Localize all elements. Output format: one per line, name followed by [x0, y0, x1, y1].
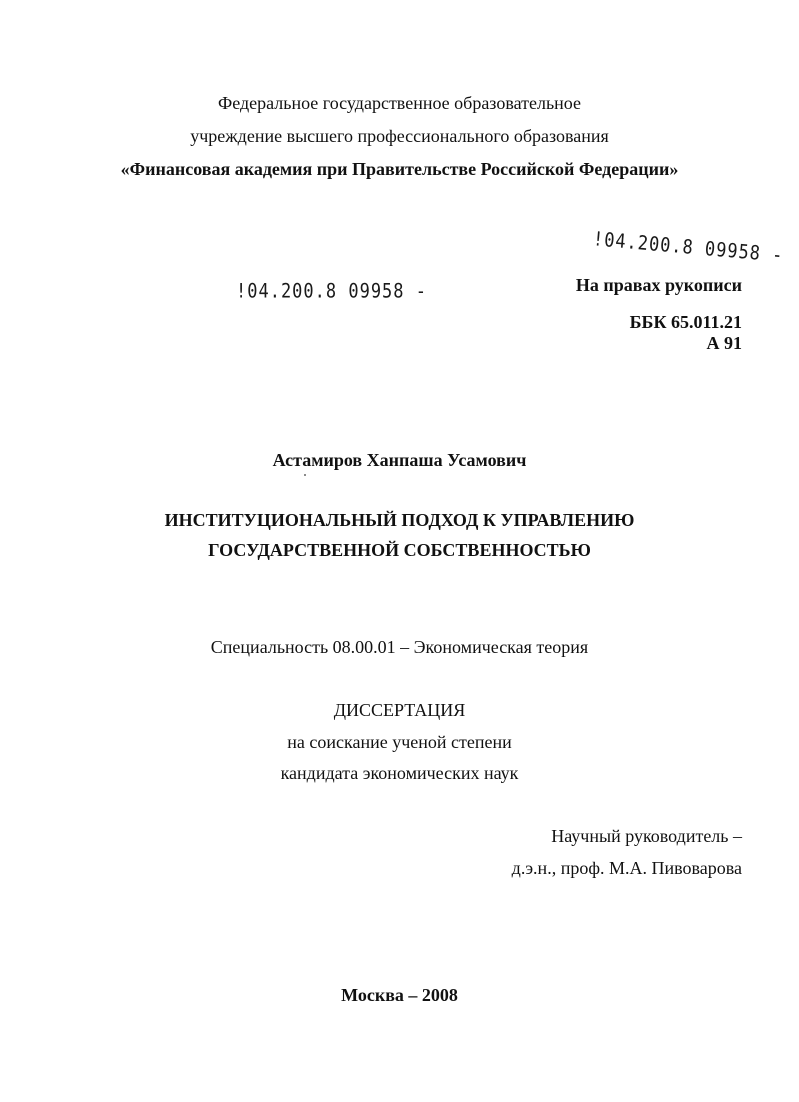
library-stamp-right: !04.200.8 09958 -	[591, 228, 785, 268]
dissertation-title-line-1: ИНСТИТУЦИОНАЛЬНЫЙ ПОДХОД К УПРАВЛЕНИЮ	[164, 510, 635, 530]
specialty: Специальность 08.00.01 – Экономическая теория	[210, 637, 589, 657]
work-type-label: ДИССЕРТАЦИЯ	[333, 700, 466, 720]
author-name: Астамиров Ханпаша Усамович	[272, 450, 527, 470]
supervisor-name: д.э.н., проф. М.А. Пивоварова	[511, 858, 742, 878]
library-stamp-left: !04.200.8 09958 -	[236, 280, 427, 303]
institution-line-2: учреждение высшего профессионального образования	[190, 126, 609, 146]
bbk-code: ББК 65.011.21	[629, 312, 742, 332]
institution-line-1: Федеральное государственное образовательное	[218, 93, 581, 113]
author-mark: А 91	[706, 333, 742, 353]
degree-line-2: кандидата экономических наук	[280, 763, 519, 783]
supervisor-label: Научный руководитель –	[551, 826, 742, 846]
manuscript-rights-note: На правах рукописи	[575, 275, 742, 295]
scan-speck	[304, 474, 306, 476]
degree-line-1: на соискание ученой степени	[287, 732, 512, 752]
institution-name: «Финансовая академия при Правительстве Российской Федерации»	[120, 159, 679, 179]
city-year: Москва – 2008	[341, 985, 458, 1005]
dissertation-title-line-2: ГОСУДАРСТВЕННОЙ СОБСТВЕННОСТЬЮ	[208, 540, 591, 560]
